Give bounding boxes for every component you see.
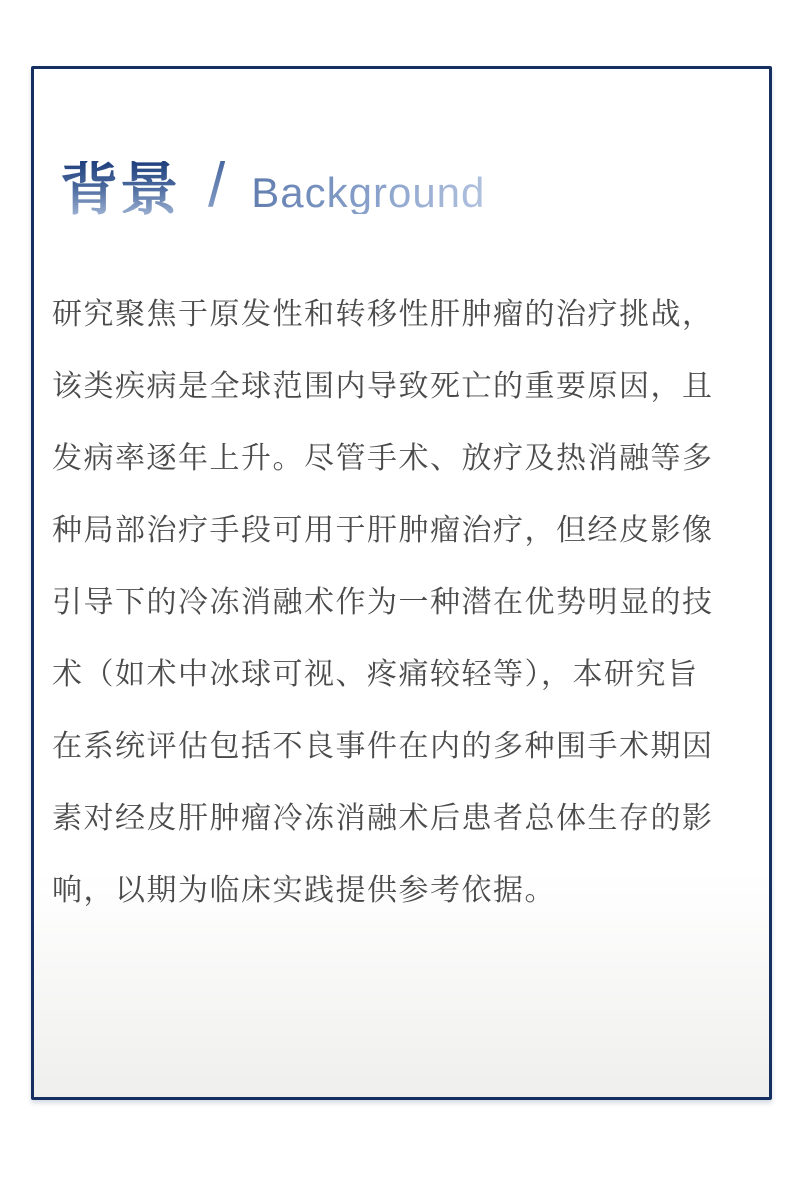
section-title-zh: 背景 [60, 157, 181, 222]
section-title [60, 151, 486, 222]
background-section-card [31, 66, 772, 1100]
paragraph-line: 响，以期为临床实践提供参考依据。 [52, 874, 556, 907]
paragraph-line: 术（如术中冰球可视、疼痛较轻等），本研究旨 [52, 658, 699, 691]
background-paragraph [52, 279, 752, 927]
paragraph-line: 种局部治疗手段可用于肝肿瘤治疗，但经皮影像 [52, 514, 714, 547]
paragraph-line: 研究聚焦于原发性和转移性肝肿瘤的治疗挑战， [52, 298, 714, 331]
paragraph-line: 该类疾病是全球范围内导致死亡的重要原因，且 [52, 370, 714, 403]
section-title-en: Background [251, 169, 486, 216]
paragraph-line: 在系统评估包括不良事件在内的多种围手术期因 [52, 730, 714, 763]
paragraph-line: 引导下的冷冻消融术作为一种潜在优势明显的技 [52, 586, 714, 619]
paragraph-line: 发病率逐年上升。尽管手术、放疗及热消融等多 [52, 442, 714, 475]
paragraph-line: 素对经皮肝肿瘤冷冻消融术后患者总体生存的影 [52, 802, 714, 835]
slash-separator: / [208, 151, 226, 220]
